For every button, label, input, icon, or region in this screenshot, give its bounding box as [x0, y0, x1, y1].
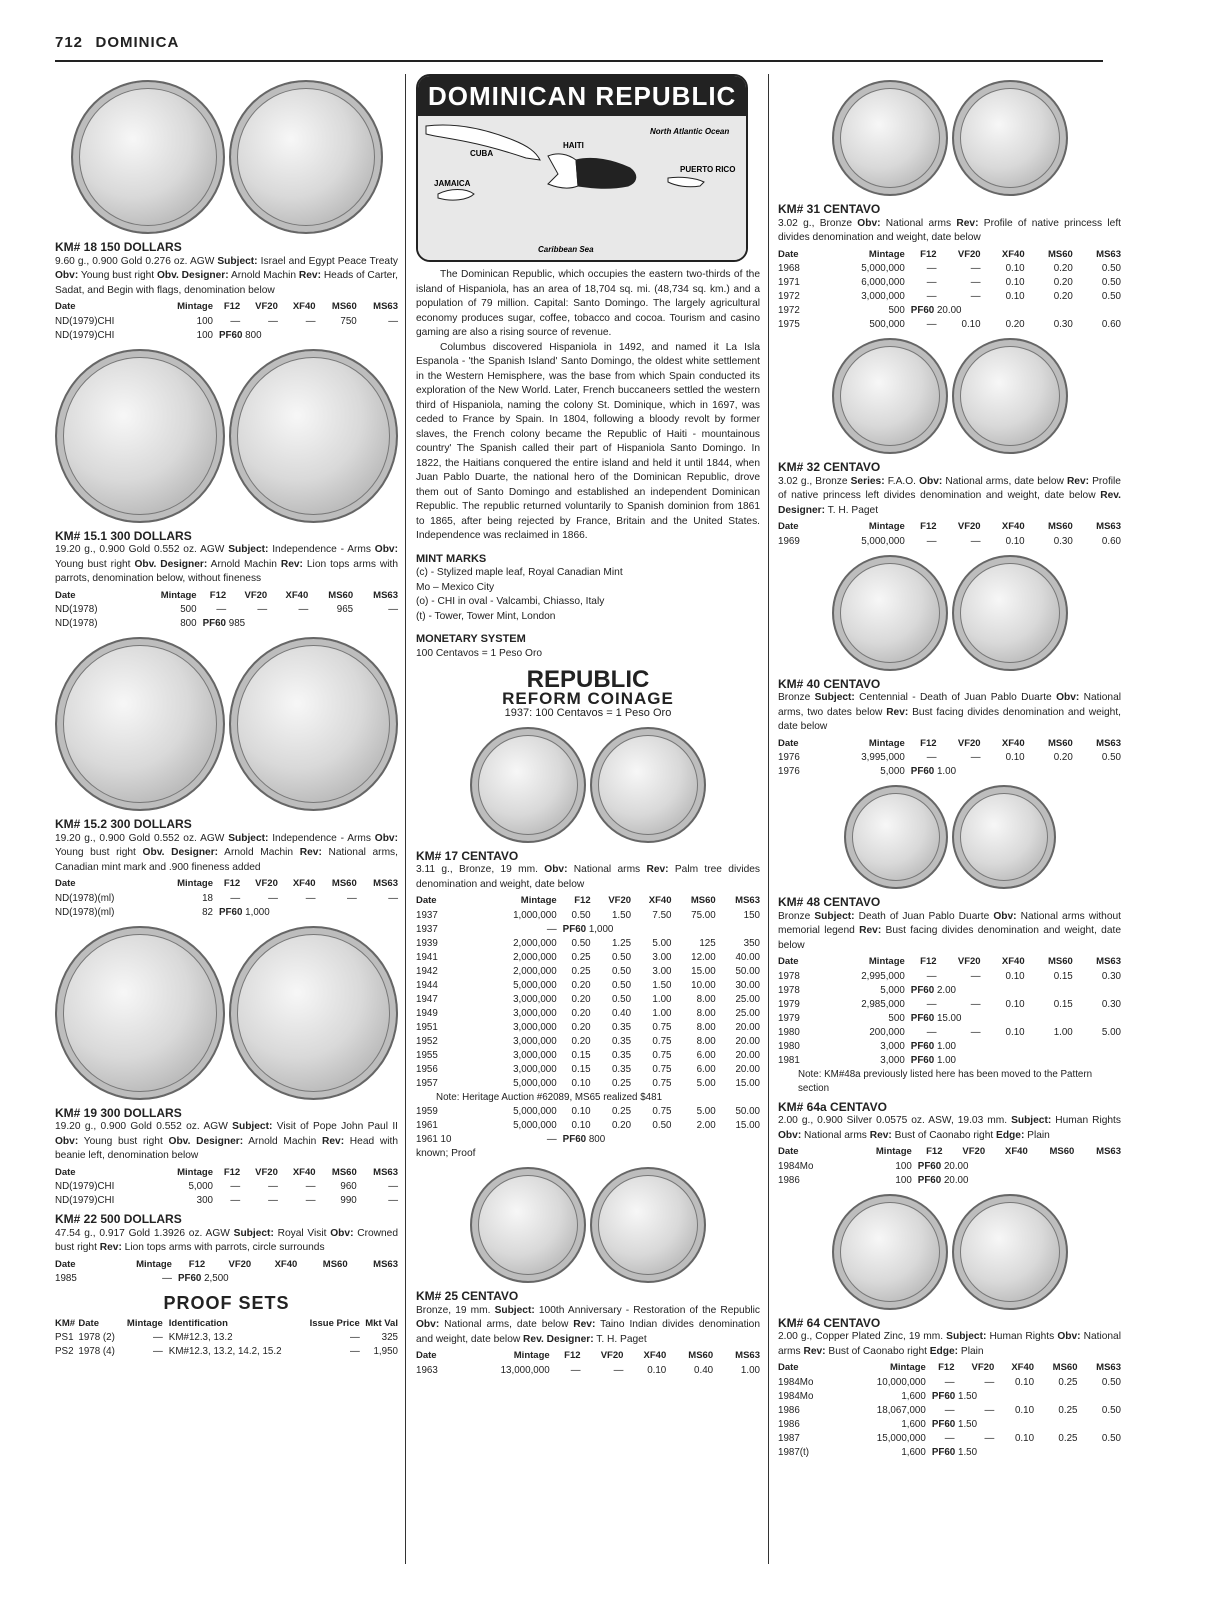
column-divider [768, 74, 769, 1564]
table-row: 1955 3,000,000 0.15 0.35 0.75 6.00 20.00 [416, 1049, 760, 1061]
coin-description: Bronze, 19 mm. Subject: 100th Anniversary - Restoration of the Republic Obv: National arms, date below Rev: Taino Indian divides denomination and weight, date below Rev. Designer: T. H. Paget [416, 1304, 760, 1345]
price-table: Date Mintage F12 VF20 XF40 MS60 MS63 ND(1979)CHI 100 — — — 750 — ND(1979)CHI 100 PF60 800 [55, 301, 398, 341]
table-row: 1968 5,000,000 — — 0.10 0.20 0.50 [778, 263, 1121, 274]
map-label-cuba: CUBA [470, 149, 494, 158]
table-row: ND(1978)(ml) 82 PF60 1,000 [55, 906, 270, 918]
coin-obverse-image [55, 349, 225, 523]
coin-images [778, 785, 1121, 889]
price-table: Date Mintage F12 VF20 XF40 MS60 MS63 ND(1978) 500 — — — 965 — ND(1978) 800 PF60 985 [55, 589, 398, 629]
table-row: 1959 5,000,000 0.10 0.25 0.75 5.00 50.00 [416, 1105, 760, 1117]
coin-images [778, 80, 1121, 196]
coin-title: KM# 64a CENTAVO [778, 1099, 887, 1114]
coin-description: 19.20 g., 0.900 Gold 0.552 oz. AGW Subject: Visit of Pope John Paul II Obv: Young bust right Obv. Designer: Arnold Machin Rev: Head with beanie left, denomination below [55, 1121, 399, 1161]
table-row: 1978 5,000 PF60 2.00 [778, 984, 957, 996]
coin-reverse-image [229, 926, 399, 1100]
table-row: 1975 500,000 — 0.10 0.20 0.30 0.60 [778, 319, 1121, 330]
coin-description: 3.02 g., Bronze Series: F.A.O. Obv: National arms, date below Rev: Profile of native princess left divides denomination and weight, date below Rev. Designer: T. H. Paget [778, 475, 1121, 516]
column-1 [55, 74, 398, 1359]
price-table: Date Mintage F12 VF20 XF40 MS60 MS63 1968 5,000,000 — — 0.10 0.20 0.50 1971 6,000,000 — — 0.10 0.20 0.50 1972 3,000,000 — — 0.10 0.20 0.50 1972 500 PF60 20.00 1975 500,000 — 0.10 0.20 0.30 0.60 [778, 248, 1121, 330]
coin-obverse-image [470, 727, 586, 843]
table-row: Note: KM#48a previously listed here has been moved to the Pattern section [798, 1068, 1093, 1094]
table-row: 1949 3,000,000 0.20 0.40 1.00 8.00 25.00 [416, 1007, 760, 1019]
table-row: 1980 200,000 — — 0.10 1.00 5.00 [778, 1026, 1121, 1038]
table-row: 1941 2,000,000 0.25 0.50 3.00 12.00 40.00 [416, 951, 760, 963]
intro-paragraph: The Dominican Republic, which occupies the eastern two-thirds of the island of Hispaniola, has an area of 18,704 sq. mi. (48,734 sq. km.) and a population of 79 million. Capital: Santo Domingo. The largely agricultural economy produces sugar, coffee, tobacco and cocoa. Tourism and casino gaming are also a rising source of revenue. [416, 269, 760, 338]
coin-description: 2.00 g., Copper Plated Zinc, 19 mm. Subject: Human Rights Obv: National arms Rev: Bust of Caonabo right Edge: Plain [778, 1331, 1121, 1357]
coin-description: Bronze Subject: Death of Juan Pablo Duarte Obv: National arms without memorial legend Rev: Bust facing divides denomination and weight, date below [778, 910, 1122, 951]
coin-obverse-image [71, 80, 225, 234]
table-row: ND(1978) 800 PF60 985 [55, 618, 246, 629]
coin-description: 19.20 g., 0.900 Gold 0.552 oz. AGW Subject: Independence - Arms Obv: Young bust right Obv. Designer: Arnold Machin Rev: Lion tops arms with parrots, denomination below, without fineness [55, 544, 398, 584]
coin-title: KM# 15.1 300 DOLLARS [55, 528, 192, 543]
table-row: 1984Mo 100 PF60 20.00 [778, 1160, 969, 1172]
monetary-heading: MONETARY SYSTEM [416, 633, 526, 645]
page-header [55, 34, 1103, 62]
coin-obverse-image [832, 338, 948, 454]
coin-title: KM# 19 300 DOLLARS [55, 1105, 182, 1120]
price-table: Date Mintage F12 VF20 XF40 MS60 MS63 1969 5,000,000 — — 0.10 0.30 0.60 [778, 521, 1121, 547]
coin-entry [55, 817, 398, 920]
coin-entry [778, 1100, 1121, 1188]
coin-title: KM# 32 CENTAVO [778, 460, 881, 474]
coin-images [778, 338, 1121, 454]
table-row: 1956 3,000,000 0.15 0.35 0.75 6.00 20.00 [416, 1063, 760, 1075]
coin-title: KM# 17 CENTAVO [416, 848, 519, 863]
coin-reverse-image [590, 1167, 706, 1283]
coin-obverse-image [832, 555, 948, 671]
list-item: (c) - Stylized maple leaf, Royal Canadian Mint [416, 567, 623, 578]
price-table: Date Mintage F12 VF20 XF40 MS60 MS63 1976 3,995,000 — — 0.10 0.20 0.50 1976 5,000 PF60 1.00 [778, 737, 1121, 777]
coin-images [55, 349, 398, 523]
coin-description: 3.02 g., Bronze Obv: National arms Rev: Profile of native princess left divides denomination and weight, date below [778, 217, 1121, 243]
column-divider [405, 74, 406, 1564]
coin-entry [55, 1212, 398, 1286]
coin-entry [778, 1316, 1121, 1460]
price-table: Date Mintage F12 VF20 XF40 MS60 MS63 1984Mo 100 PF60 20.00 1986 100 PF60 20.00 [778, 1146, 1121, 1186]
country-map [416, 74, 748, 262]
coin-obverse-image [832, 1194, 948, 1310]
table-row: 1984Mo 10,000,000 — — 0.10 0.25 0.50 [778, 1376, 1121, 1388]
coin-images [416, 727, 760, 843]
coin-entry [416, 1289, 760, 1378]
map-label-jamaica: JAMAICA [434, 179, 471, 188]
coin-description: Bronze Subject: Centennial - Death of Juan Pablo Duarte Obv: National arms, two dates below Rev: Bust facing divides denomination and weight, date below [778, 692, 1121, 732]
table-row: 1961 10 — PF60 800 [416, 1133, 606, 1145]
table-row: PS2 1978 (4) — KM#12.3, 13.2, 14.2, 15.2 — 1,950 [55, 1346, 398, 1357]
monetary-text: 100 Centavos = 1 Peso Oro [416, 647, 543, 659]
map-graphic [418, 116, 746, 260]
subsection-subtitle: 1937: 100 Centavos = 1 Peso Oro [504, 707, 672, 719]
coin-reverse-image [229, 637, 399, 811]
coin-images [55, 637, 398, 811]
coin-obverse-image [55, 637, 225, 811]
coin-entry [416, 849, 760, 1162]
coin-entry [55, 240, 398, 343]
table-row: 1987(t) 1,600 PF60 1.50 [778, 1446, 978, 1458]
table-row: 1978 2,995,000 — — 0.10 0.15 0.30 [778, 970, 1121, 982]
table-row: 1986 1,600 PF60 1.50 [778, 1418, 978, 1430]
column-3 [778, 74, 1121, 1460]
intro-paragraph: Columbus discovered Hispaniola in 1492, and named it La Isla Espanola - 'the Spanish Island' Santo Domingo, the oldest white settlement in the Western Hemisphere, was the base from which Spain conducted its exploration of the New World. Later, French buccaneers settled the western third of Hispaniola, naming the colony St. Dominique, which in 1697, was ceded to France by Spain. In 1804, following a bloody revolt by former slaves, the French colony became the Republic of Haiti - mountainous country' The Spanish called their part of Hispaniola Santo Domingo. In 1822, the Haitians conquered the entire island and held it until 1844, when Juan Pablo Duarte, the national hero of the Dominican Republic, drove them out of Santo Domingo and established an independent Dominican Republic. The republic returned voluntarily to Spanish dominion from 1861 to 1865, after being rejected by France, Britain and the United States. Independence was reclaimed in 1866. [416, 341, 760, 541]
table-row: 1957 5,000,000 0.10 0.25 0.75 5.00 15.00 [416, 1077, 760, 1089]
table-row: ND(1979)CHI 5,000 — — — 960 — [55, 1181, 398, 1192]
coin-reverse-image [952, 785, 1056, 889]
table-row: 1942 2,000,000 0.25 0.50 3.00 15.00 50.00 [416, 965, 760, 977]
table-row: 1976 3,995,000 — — 0.10 0.20 0.50 [778, 752, 1121, 763]
table-row: 1971 6,000,000 — — 0.10 0.20 0.50 [778, 277, 1121, 288]
table-row: 1987 15,000,000 — — 0.10 0.25 0.50 [778, 1432, 1121, 1444]
coin-obverse-image [832, 80, 948, 196]
coin-reverse-image [952, 555, 1068, 671]
table-row: 1984Mo 1,600 PF60 1.50 [778, 1390, 978, 1402]
map-label-sea: Caribbean Sea [538, 245, 594, 254]
coin-entry [778, 460, 1121, 549]
coin-title: KM# 15.2 300 DOLLARS [55, 817, 192, 831]
coin-images [416, 1167, 760, 1283]
column-2 [416, 74, 760, 1378]
table-row: 1985 — PF60 2,500 [55, 1273, 229, 1284]
price-table: Date Mintage F12 VF20 XF40 MS60 MS63 1985 — PF60 2,500 [55, 1258, 398, 1284]
coin-entry [778, 202, 1121, 332]
price-table: Date Mintage F12 VF20 XF40 MS60 MS63 1978 2,995,000 — — 0.10 0.15 0.30 1978 5,000 PF60 2.00 1979 2,985,000 — — 0.10 0.15 0.30 1979 500 PF60 15.00 1980 200,000 — — 0.10 1.00 5.00 1980 3,000 PF60 1.00 1981 3,000 PF60 1.00 Note: KM#48a previously listed here has been moved to the Pattern section [778, 956, 1121, 1094]
table-row: ND(1979)CHI 100 PF60 800 [55, 329, 262, 341]
table-row: 1963 13,000,000 — — 0.10 0.40 1.00 [416, 1364, 760, 1376]
table-row: 1939 2,000,000 0.50 1.25 5.00 125 350 [416, 937, 760, 949]
table-row: ND(1978)(ml) 18 — — — — — [55, 892, 398, 904]
map-label-puerto-rico: PUERTO RICO [680, 165, 736, 174]
mint-marks-heading: MINT MARKS [416, 552, 487, 565]
list-item: (o) - CHI in oval - Valcambi, Chiasso, Italy [416, 596, 605, 607]
coin-obverse-image [844, 785, 948, 889]
coin-title: KM# 48 CENTAVO [778, 895, 881, 909]
table-row: 1944 5,000,000 0.20 0.50 1.50 10.00 30.00 [416, 979, 760, 991]
coin-title: KM# 18 150 DOLLARS [55, 240, 182, 254]
table-row: 1972 500 PF60 20.00 [778, 305, 962, 316]
coin-images [778, 555, 1121, 671]
coin-obverse-image [470, 1167, 586, 1283]
table-row: 1972 3,000,000 — — 0.10 0.20 0.50 [778, 291, 1121, 302]
coin-images [55, 80, 398, 234]
section-title: REPUBLIC [526, 666, 650, 693]
coin-title: KM# 22 500 DOLLARS [55, 1212, 182, 1226]
coin-images [778, 1194, 1121, 1310]
table-row: 1947 3,000,000 0.20 0.50 1.00 8.00 25.00 [416, 993, 760, 1005]
list-item: Mo – Mexico City [416, 581, 495, 593]
table-row: 1969 5,000,000 — — 0.10 0.30 0.60 [778, 535, 1121, 547]
table-row: 1937 — PF60 1,000 [416, 923, 614, 935]
table-footnote: known; Proof [416, 1147, 476, 1159]
page-number: 712 [55, 34, 84, 51]
price-table: Date Mintage F12 VF20 XF40 MS60 MS63 ND(1979)CHI 5,000 — — — 960 — ND(1979)CHI 300 — — — 990 — [55, 1166, 398, 1206]
coin-reverse-image [590, 727, 706, 843]
coin-entry [778, 677, 1121, 780]
coin-description: 9.60 g., 0.900 Gold 0.276 oz. AGW Subject: Israel and Egypt Peace Treaty Obv: Young bust right Obv. Designer: Arnold Machin Rev: Heads of Carter, Sadat, and Begin with flags, denomination below [55, 255, 399, 296]
price-table: Date Mintage F12 VF20 XF40 MS60 MS63 1963 13,000,000 — — 0.10 0.40 1.00 [416, 1350, 760, 1376]
table-row: 1981 3,000 PF60 1.00 [778, 1054, 957, 1066]
table-row: PS1 1978 (2) — KM#12.3, 13.2 — 325 [55, 1332, 398, 1343]
coin-title: KM# 64 CENTAVO [778, 1315, 881, 1330]
coin-description: 47.54 g., 0.917 Gold 1.3926 oz. AGW Subject: Royal Visit Obv: Crowned bust right Rev: Lion tops arms with parrots, circle surrounds [55, 1227, 398, 1253]
coin-reverse-image [229, 349, 399, 523]
price-table: Date Mintage F12 VF20 XF40 MS60 MS63 1984Mo 10,000,000 — — 0.10 0.25 0.50 1984Mo 1,600 PF60 1.50 1986 18,067,000 — — 0.10 0.25 0.50 1986 1,600 PF60 1.50 1987 15,000,000 — — 0.10 0.25 0.50 1987(t) 1,600 PF60 1.50 [778, 1362, 1121, 1458]
table-row: ND(1979)CHI 100 — — — 750 — [55, 315, 398, 327]
map-title: DOMINICAN REPUBLIC [418, 76, 748, 116]
table-row: 1986 100 PF60 20.00 [778, 1174, 969, 1186]
coin-title: KM# 25 CENTAVO [416, 1289, 519, 1303]
table-row: 1952 3,000,000 0.20 0.35 0.75 8.00 20.00 [416, 1035, 760, 1047]
table-row: 1961 5,000,000 0.10 0.20 0.50 2.00 15.00 [416, 1119, 760, 1131]
page-title: DOMINICA [95, 34, 180, 51]
mint-marks-list [416, 566, 760, 624]
price-table: Date Mintage F12 VF20 XF40 MS60 MS63 1937 1,000,000 0.50 1.50 7.50 75.00 150 1937 — PF60 1,000 1939 2,000,000 0.50 1.25 5.00 125 350 1941 2,000,000 0.25 0.50 3.00 12.00 40.00 1942 2,000,000 0.25 0.50 3.00 15.00 50.00 1944 5,000,000 0.20 0.50 1.50 10.00 30.00 1947 3,000,000 0.20 0.50 1.00 8.00 25.00 1949 3,000,000 0.20 0.40 1.00 8.00 25.00 1951 3,000,000 0.20 0.35 0.75 8.00 20.00 1952 3,000,000 0.20 0.35 0.75 8.00 20.00 1955 3,000,000 0.15 0.35 0.75 6.00 20.00 1956 3,000,000 0.15 0.35 0.75 6.00 20.00 1957 5,000,000 0.10 0.25 0.75 5.00 15.00 Note: Heritage Auction #62089, MS65 realized $481 1959 5,000,000 0.10 0.25 0.75 5.00 50.00 1961 5,000,000 0.10 0.20 0.50 2.00 15.00 1961 10 — PF60 800 [416, 895, 760, 1145]
list-item: (t) - Tower, Tower Mint, London [416, 610, 556, 622]
coin-entry [778, 895, 1121, 1096]
table-row: 1979 500 PF60 15.00 [778, 1012, 962, 1024]
coin-reverse-image [229, 80, 383, 234]
map-label-haiti: HAITI [563, 141, 584, 150]
table-row: ND(1978) 500 — — — 965 — [55, 604, 398, 615]
map-label-ocean: North Atlantic Ocean [650, 127, 730, 136]
coin-reverse-image [952, 338, 1068, 454]
table-row: ND(1979)CHI 300 — — — 990 — [55, 1195, 398, 1206]
coin-entry [55, 1106, 398, 1209]
coin-reverse-image [952, 1194, 1068, 1310]
table-row: 1951 3,000,000 0.20 0.35 0.75 8.00 20.00 [416, 1021, 760, 1033]
table-row: 1976 5,000 PF60 1.00 [778, 766, 957, 777]
table-row: Note: Heritage Auction #62089, MS65 realized $481 [436, 1091, 663, 1103]
coin-title: KM# 40 CENTAVO [778, 676, 881, 691]
coin-title: KM# 31 CENTAVO [778, 202, 881, 216]
proof-sets-title: PROOF SETS [163, 1293, 290, 1313]
coin-entry [55, 529, 398, 632]
coin-obverse-image [55, 926, 225, 1100]
table-row: 1986 18,067,000 — — 0.10 0.25 0.50 [778, 1404, 1121, 1416]
table-row: 1937 1,000,000 0.50 1.50 7.50 75.00 150 [416, 909, 760, 921]
table-row: 1979 2,985,000 — — 0.10 0.15 0.30 [778, 998, 1121, 1010]
coin-description: 2.00 g., 0.900 Silver 0.0575 oz. ASW, 19.03 mm. Subject: Human Rights Obv: National arms Rev: Bust of Caonabo right Edge: Plain [778, 1115, 1121, 1141]
coin-reverse-image [952, 80, 1068, 196]
table-row: 1980 3,000 PF60 1.00 [778, 1040, 957, 1052]
price-table: Date Mintage F12 VF20 XF40 MS60 MS63 ND(1978)(ml) 18 — — — — — ND(1978)(ml) 82 PF60 1,000 [55, 878, 398, 918]
coin-description: 3.11 g., Bronze, 19 mm. Obv: National arms Rev: Palm tree divides denomination and weight, date below [416, 864, 761, 890]
proof-sets-table: KM# Date Mintage Identification Issue Price Mkt Val PS1 1978 (2) — KM#12.3, 13.2 — 325 PS2 1978 (4) — KM#12.3, 13.2, 14.2, 15.2 — 1,950 [55, 1317, 398, 1357]
coin-images [55, 926, 398, 1100]
coin-description: 19.20 g., 0.900 Gold 0.552 oz. AGW Subject: Independence - Arms Obv: Young bust right Obv. Designer: Arnold Machin Rev: National arms, Canadian mint mark and .900 fineness added [55, 832, 398, 873]
subsection-title: REFORM COINAGE [502, 688, 674, 708]
